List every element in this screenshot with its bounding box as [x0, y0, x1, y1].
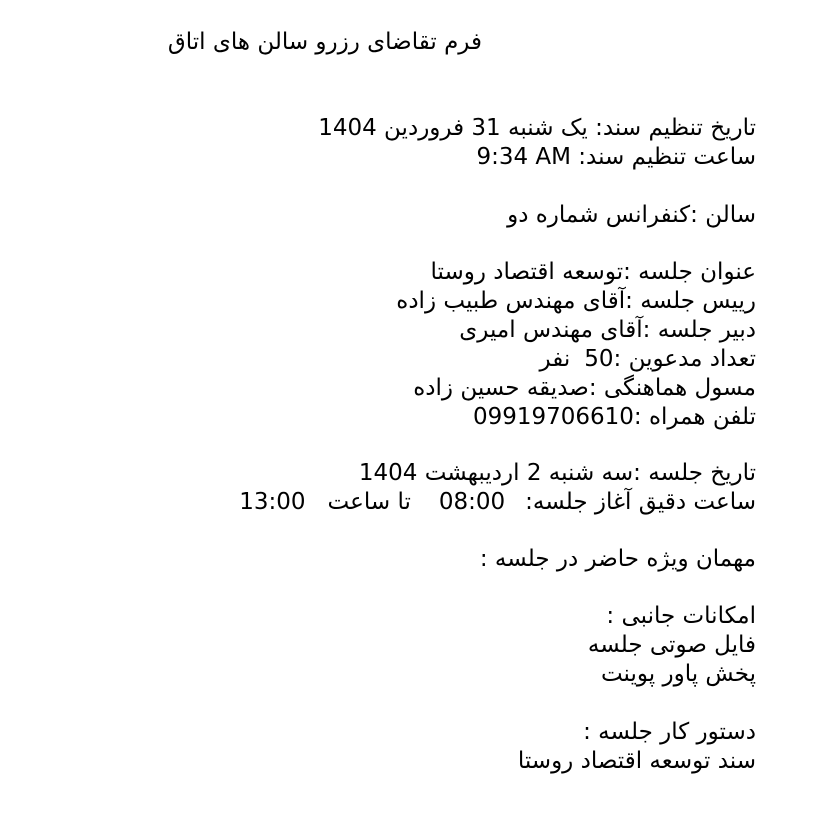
agenda-item: سند توسعه اقتصاد روستا	[517, 748, 756, 774]
meeting-time-row	[239, 488, 756, 517]
invitees-label: تعداد مدعوین :	[613, 346, 756, 372]
coordinator-row	[413, 374, 756, 403]
invitees-row	[540, 345, 757, 374]
meeting-time-label: ساعت دقیق آغاز جلسه:	[525, 489, 756, 515]
phone-label: تلفن همراه :	[633, 404, 756, 430]
meeting-date-row	[359, 459, 756, 488]
hall-row	[507, 201, 756, 230]
meeting-date-label: تاریخ جلسه :	[633, 460, 756, 486]
form-title: فرم تقاضای رزرو سالن های اتاق	[167, 29, 482, 55]
document-time-value: 9:34 AM	[476, 144, 571, 170]
meeting-title-value: توسعه اقتصاد روستا	[430, 259, 624, 285]
secretary-value: آقای مهندس امیری	[459, 317, 643, 343]
hall-label: سالن :	[690, 202, 756, 228]
facilities-heading: امکانات جانبی :	[606, 603, 756, 629]
secretary-row	[459, 316, 756, 345]
hall-value: کنفرانس شماره دو	[507, 202, 691, 228]
document-date-value: یک شنبه 31 فروردین 1404	[318, 115, 588, 141]
facility-item: فایل صوتی جلسه	[587, 632, 756, 658]
agenda-heading: دستور کار جلسه :	[583, 719, 756, 745]
facility-item: پخش پاور پوینت	[600, 661, 756, 687]
meeting-time-to: تا ساعت	[327, 489, 411, 515]
coordinator-value: صدیقه حسین زاده	[413, 375, 589, 401]
coordinator-label: مسول هماهنگی :	[588, 375, 756, 401]
special-guest-row	[480, 545, 756, 574]
phone-row	[473, 403, 756, 432]
secretary-label: دبیر جلسه :	[642, 317, 756, 343]
document-time-row	[476, 143, 756, 172]
special-guest-label: مهمان ویژه حاضر در جلسه :	[479, 546, 756, 572]
document-time-label: ساعت تنظیم سند:	[578, 144, 756, 170]
meeting-date-value: سه شنبه 2 اردیبهشت 1404	[358, 460, 634, 486]
document-date-row	[318, 114, 756, 143]
invitees-unit: نفر	[539, 346, 571, 372]
meeting-title-label: عنوان جلسه :	[623, 259, 756, 285]
meeting-title-row	[431, 258, 756, 287]
chair-value: آقای مهندس طبیب زاده	[396, 288, 626, 314]
document-date-label: تاریخ تنظیم سند:	[595, 115, 756, 141]
phone-value: 09919706610	[472, 404, 634, 430]
chair-row	[396, 287, 756, 316]
chair-label: رییس جلسه :	[625, 288, 756, 314]
meeting-end-time: 13:00	[239, 489, 306, 515]
invitees-value: 50	[584, 346, 614, 372]
meeting-start-time: 08:00	[438, 489, 506, 515]
